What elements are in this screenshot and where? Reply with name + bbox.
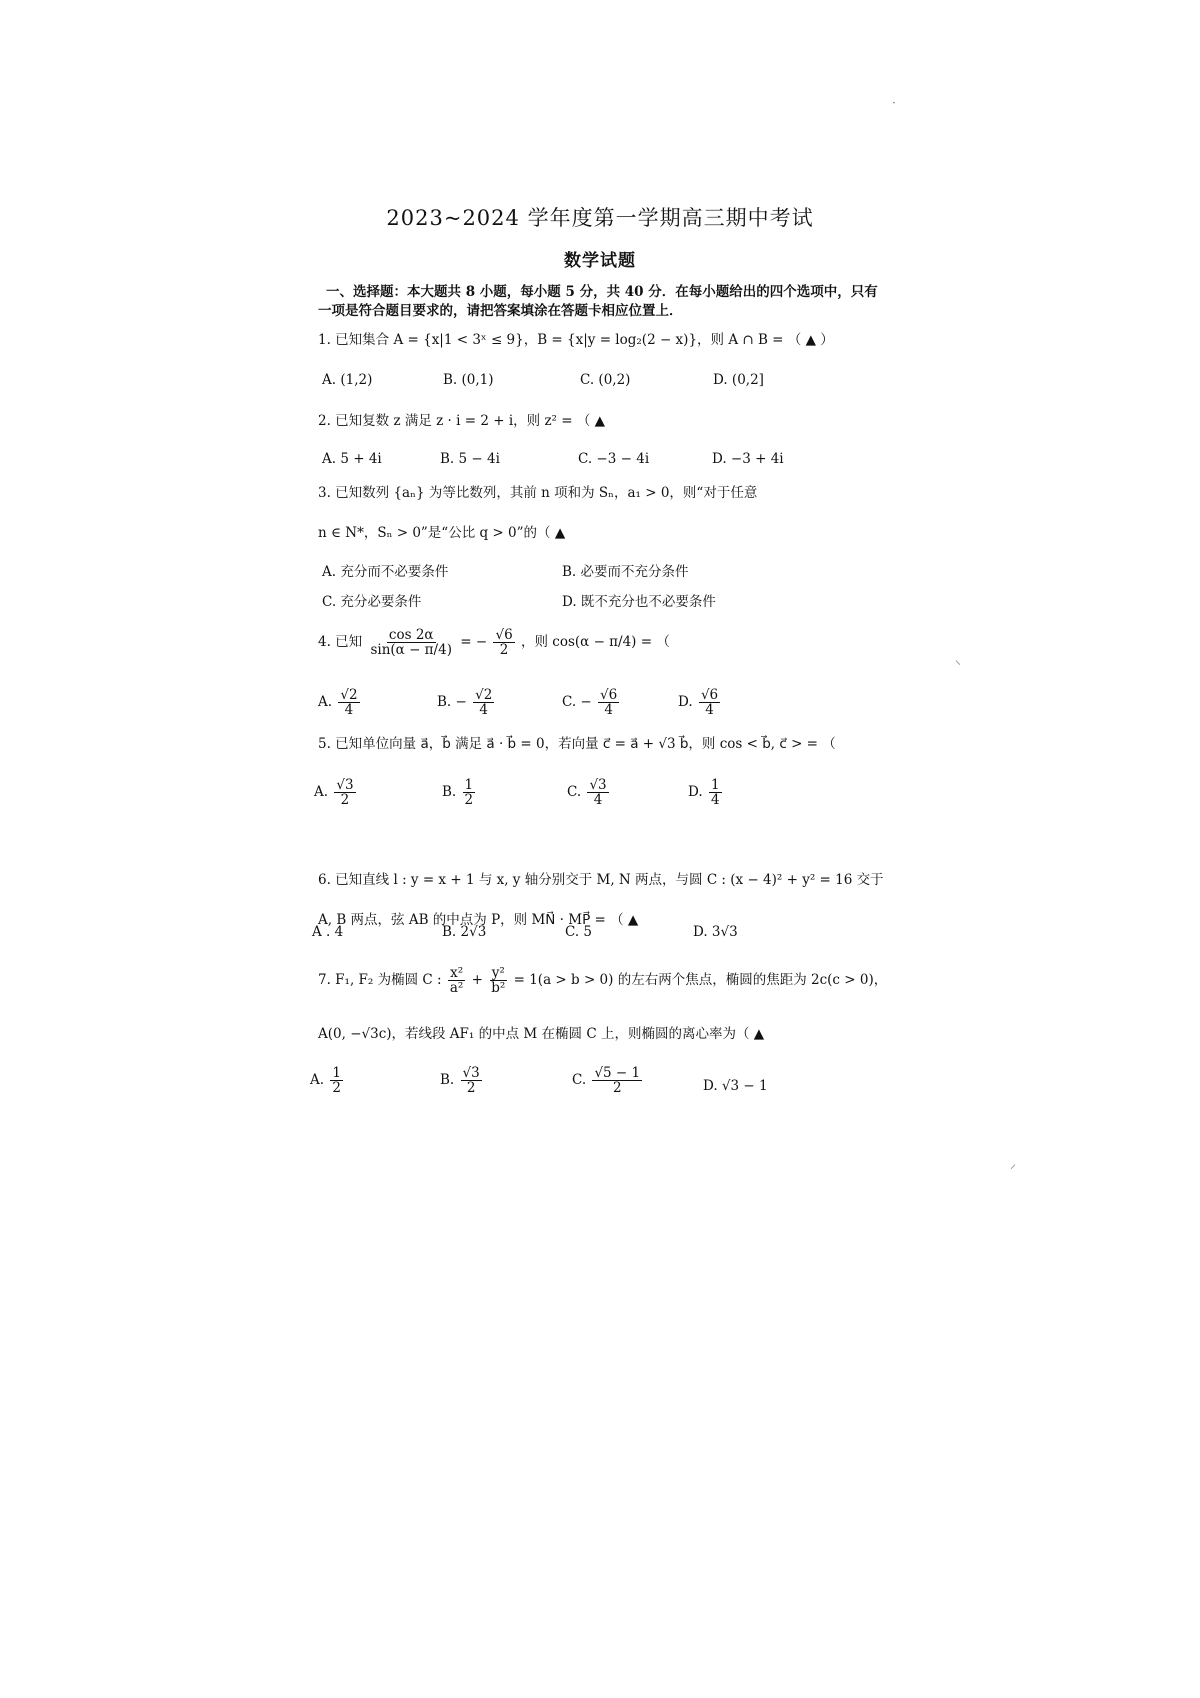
question-7-line-2: A(0, −√3c)，若线段 AF₁ 的中点 M 在椭圆 C 上，则椭圆的离心率为（ ▲ [318, 1026, 765, 1042]
q4-fraction [368, 628, 454, 657]
q6-option-d: D. 3√3 [693, 924, 738, 940]
q1-option-a: A. (1,2) [322, 372, 373, 388]
q4-option-b [437, 688, 496, 717]
scan-speck: · [892, 96, 896, 110]
q4-rhs-denominator: 2 [499, 642, 509, 659]
q1-option-b: B. (0,1) [443, 372, 494, 388]
q5-option-a-numerator: √3 [336, 777, 354, 793]
q4-prefix: 4. 已知 [318, 634, 363, 651]
q5-option-d-numerator: 1 [710, 777, 720, 793]
q4-option-a-numerator: √2 [340, 687, 358, 703]
q7-option-b-denominator: 2 [466, 1080, 476, 1097]
q6-option-c: C. 5 [565, 924, 593, 940]
q4-option-a-denominator: 4 [344, 702, 354, 719]
q4-option-b-numerator: √2 [475, 687, 493, 703]
q7-option-b-label: B. [440, 1072, 455, 1089]
q5-option-d-value [709, 778, 722, 807]
question-7-line-1 [318, 966, 887, 995]
q5-option-b-numerator: 1 [464, 777, 474, 793]
q3-option-c: C. 充分必要条件 [322, 594, 422, 610]
q4-fraction-denominator: sin(α − π/4) [370, 642, 452, 659]
q7-option-b-value [461, 1066, 482, 1095]
q5-option-b [442, 778, 477, 807]
q5-option-c-value [587, 778, 608, 807]
q3-option-b: B. 必要而不充分条件 [562, 564, 689, 580]
q4-option-d-numerator: √6 [700, 687, 719, 703]
q4-suffix: ，则 cos(α − π/4) = （ [520, 634, 670, 651]
q1-option-d: D. (0,2] [713, 372, 764, 388]
q6-option-a-text: A . 4 [312, 924, 344, 940]
question-5: 5. 已知单位向量 a⃗，b⃗ 满足 a⃗ · b⃗ = 0，若向量 c⃗ = a⃗ + √3 b⃗，则 cos < b⃗, c⃗ > = （ [318, 736, 836, 752]
q3-option-d: D. 既不充分也不必要条件 [562, 594, 716, 610]
scan-speck: ⸍ [1010, 1162, 1017, 1176]
q5-option-c-label: C. [567, 784, 582, 801]
q7-option-a [310, 1066, 345, 1095]
q7-option-c-denominator: 2 [612, 1080, 622, 1097]
question-4 [318, 628, 670, 657]
q7-option-b [440, 1066, 484, 1095]
q4-option-c-denominator: 4 [604, 702, 613, 719]
q4-option-d-label: D. [678, 694, 693, 711]
q4-fraction-numerator: cos 2α [388, 627, 434, 643]
q4-option-d-denominator: 4 [705, 702, 714, 719]
q5-option-a [314, 778, 358, 807]
q7-option-a-label: A. [310, 1072, 325, 1089]
q4-option-d-value [699, 688, 720, 717]
q5-option-a-denominator: 2 [340, 792, 350, 809]
q4-option-d [678, 688, 722, 717]
q4-option-c-numerator: √6 [600, 687, 618, 703]
question-6-line-1: 6. 已知直线 l : y = x + 1 与 x, y 轴分别交于 M, N 两点，与圆 C : (x − 4)² + y² = 16 交于 [318, 872, 884, 888]
q7-x-numerator: x² [450, 965, 464, 981]
q7-option-c-value [592, 1066, 642, 1095]
exam-title: 2023~2024 学年度第一学期高三期中考试 [386, 206, 814, 230]
q7-option-a-numerator: 1 [332, 1065, 341, 1081]
q7-option-a-value [330, 1066, 343, 1095]
q7-plus: + [471, 972, 483, 989]
q4-option-c-value [598, 688, 619, 717]
question-2: 2. 已知复数 z 满足 z · i = 2 + i，则 z² = （ ▲ [318, 413, 606, 429]
q4-rhs-numerator: √6 [495, 627, 513, 643]
q2-option-a: A. 5 + 4i [322, 451, 382, 467]
q7-option-a-denominator: 2 [332, 1080, 341, 1097]
q7-prefix: 7. F₁, F₂ 为椭圆 C : [318, 972, 442, 989]
q7-y-denominator: b² [491, 980, 506, 997]
question-3-line-1: 3. 已知数列 {aₙ} 为等比数列，其前 n 项和为 Sₙ，a₁ > 0，则“对于任意 [318, 485, 758, 501]
q7-suffix: = 1(a > b > 0) 的左右两个焦点，椭圆的焦距为 2c(c > 0)， [513, 972, 888, 989]
q7-option-c [572, 1066, 644, 1095]
q2-option-c: C. −3 − 4i [578, 451, 650, 467]
q5-option-c [567, 778, 611, 807]
q7-y-numerator: y² [491, 965, 505, 981]
q1-option-c: C. (0,2) [580, 372, 631, 388]
q5-option-b-label: B. [442, 784, 457, 801]
q7-option-b-numerator: √3 [462, 1065, 480, 1081]
q4-rhs-fraction [493, 628, 514, 657]
question-6-line-2: A, B 两点，弦 AB 的中点为 P，则 MN⃗ · MP⃗ = （ ▲ [318, 912, 639, 928]
q4-option-a-value [338, 688, 359, 717]
q7-option-c-numerator: √5 − 1 [594, 1065, 641, 1081]
question-3-line-2: n ∈ N*，Sₙ > 0”是“公比 q > 0”的（ ▲ [318, 525, 566, 541]
q5-option-b-denominator: 2 [464, 792, 474, 809]
section-instruction-line-1: 一、选择题：本大题共 8 小题，每小题 5 分，共 40 分．在每小题给出的四个选项中，只有 [326, 284, 878, 300]
q5-option-c-denominator: 4 [593, 792, 603, 809]
q3-option-a: A. 充分而不必要条件 [322, 564, 449, 580]
q4-option-a [318, 688, 362, 717]
q4-option-c [562, 688, 621, 717]
q7-x-denominator: a² [449, 980, 464, 997]
q2-option-b: B. 5 − 4i [440, 451, 500, 467]
section-instruction-line-2: 一项是符合题目要求的，请把答案填涂在答题卡相应位置上． [318, 303, 683, 319]
q4-equals: = − [460, 634, 488, 651]
scan-speck: ⸌ [955, 658, 962, 672]
q4-option-b-label: B. − [437, 694, 467, 711]
question-1: 1. 已知集合 A = {x|1 < 3ˣ ≤ 9}，B = {x|y = log₂(2 − x)}，则 A ∩ B = （ ▲ ） [318, 332, 834, 348]
q5-option-d-denominator: 4 [710, 792, 720, 809]
q7-y-fraction [489, 966, 507, 995]
q5-option-a-label: A. [314, 784, 329, 801]
q4-option-c-label: C. − [562, 694, 592, 711]
q6-option-b: B. 2√3 [442, 924, 487, 940]
exam-subtitle: 数学试题 [564, 251, 636, 271]
q5-option-d [688, 778, 724, 807]
q4-option-a-label: A. [318, 694, 333, 711]
q6-option-a [312, 924, 343, 940]
q7-x-fraction [448, 966, 465, 995]
q5-option-b-value [463, 778, 476, 807]
q4-option-b-value [473, 688, 494, 717]
q5-option-c-numerator: √3 [589, 777, 607, 793]
q4-option-b-denominator: 4 [479, 702, 489, 719]
q5-option-d-label: D. [688, 784, 703, 801]
q7-option-c-label: C. [572, 1072, 587, 1089]
q5-option-a-value [334, 778, 355, 807]
q2-option-d: D. −3 + 4i [712, 451, 784, 467]
q7-option-d: D. √3 − 1 [703, 1078, 768, 1094]
